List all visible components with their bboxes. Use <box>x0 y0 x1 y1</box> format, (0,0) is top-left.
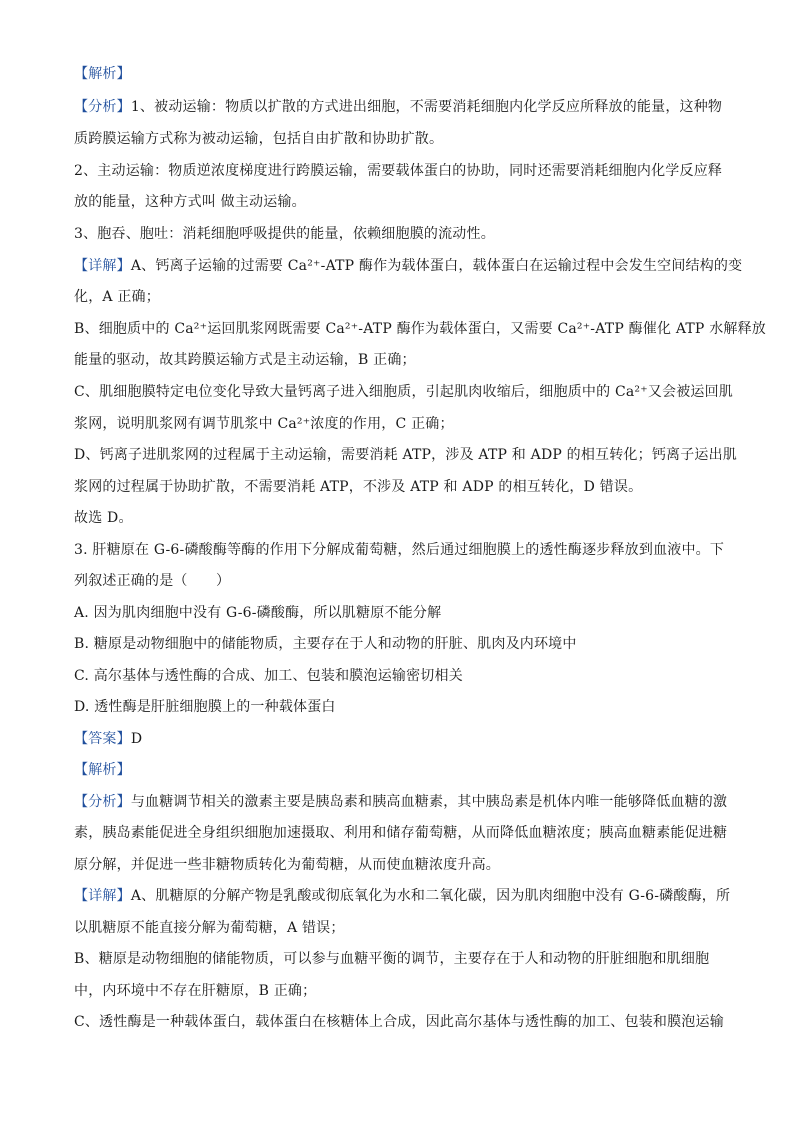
line-text: A. 因为肌肉细胞中没有 G-6-磷酸酶，所以肌糖原不能分解 <box>74 605 442 621</box>
text-line <box>74 792 728 812</box>
section-tag: 【分析】 <box>74 794 131 810</box>
line-text: 故选 D。 <box>74 510 133 526</box>
line-text: D <box>130 731 143 747</box>
text-line <box>74 414 720 434</box>
line-text: 中，内环境中不存在肝糖原，B 正确； <box>74 983 317 999</box>
text-line <box>74 855 720 875</box>
text-line <box>74 508 720 528</box>
text-line <box>74 949 720 969</box>
text-line <box>74 319 766 339</box>
option-d <box>74 697 720 717</box>
section-tag: 【分析】 <box>74 99 131 115</box>
line-text: 2、主动运输：物质逆浓度梯度进行跨膜运输，需要载体蛋白的协助，同时还需要消耗细胞内化学反应释 <box>74 163 723 179</box>
text-line <box>74 760 720 780</box>
text-line <box>74 918 720 938</box>
line-text: 列叙述正确的是（ ） <box>74 573 231 589</box>
line-text: 1、被动运输：物质以扩散的方式进出细胞，不需要消耗细胞内化学反应所释放的能量，这种物 <box>130 99 723 115</box>
answer-line <box>74 729 720 749</box>
line-text: B、糖原是动物细胞的储能物质，可以参与血糖平衡的调节，主要存在于人和动物的肝脏细胞和肌细胞 <box>74 951 710 967</box>
section-tag: 【详解】 <box>74 258 131 274</box>
text-line <box>74 1012 724 1032</box>
text-line <box>74 382 734 402</box>
line-text: C、肌细胞膜特定电位变化导致大量钙离子进入细胞质，引起肌肉收缩后，细胞质中的 Ca²⁺又会被运回肌 <box>74 384 734 400</box>
text-line <box>74 350 720 370</box>
line-text: D、钙离子进肌浆网的过程属于主动运输，需要消耗 ATP，涉及 ATP 和 ADP 的相互转化；钙离子运出肌 <box>74 447 738 463</box>
line-text: 浆网的过程属于协助扩散，不需要消耗 ATP，不涉及 ATP 和 ADP 的相互转化，D 错误。 <box>74 479 643 495</box>
text-line <box>74 97 723 117</box>
line-text: 素，胰岛素能促进全身组织细胞加速摄取、利用和储存葡萄糖，从而降低血糖浓度；胰高血糖素能促进糖 <box>74 825 728 841</box>
line-text: 与血糖调节相关的激素主要是胰岛素和胰高血糖素，其中胰岛素是机体内唯一能够降低血糖的激 <box>130 794 728 810</box>
line-text: 以肌糖原不能直接分解为葡萄糖，A 错误； <box>74 920 345 936</box>
text-line <box>74 256 743 276</box>
line-text: 放的能量，这种方式叫 做主动运输。 <box>74 194 306 210</box>
line-text: A、钙离子运输的过需要 Ca²⁺-ATP 酶作为载体蛋白，载体蛋白在运输过程中会发生空间结构的变 <box>130 258 743 274</box>
option-a <box>74 603 720 623</box>
option-b <box>74 634 720 654</box>
text-line <box>74 224 720 244</box>
section-tag: 【答案】 <box>74 731 131 747</box>
text-line <box>74 477 720 497</box>
question-text <box>74 571 720 591</box>
section-tag: 【详解】 <box>74 888 131 904</box>
text-line <box>74 161 723 181</box>
question-text <box>74 540 725 560</box>
line-text: 化，A 正确； <box>74 289 160 305</box>
text-line <box>74 129 720 149</box>
line-text: 原分解，并促进一些非糖物质转化为葡萄糖，从而使血糖浓度升高。 <box>74 857 500 873</box>
line-text: D. 透性酶是肝脏细胞膜上的一种载体蛋白 <box>74 699 336 715</box>
line-text: 质跨膜运输方式称为被动运输，包括自由扩散和协助扩散。 <box>74 131 444 147</box>
line-text: B、细胞质中的 Ca²⁺运回肌浆网既需要 Ca²⁺-ATP 酶作为载体蛋白，又需要 Ca²⁺-ATP 酶催化 ATP 水解释放 <box>74 321 766 337</box>
line-text: A、肌糖原的分解产物是乳酸或彻底氧化为水和二氧化碳，因为肌肉细胞中没有 G-6-磷酸酶，所 <box>130 888 731 904</box>
line-text: 3、胞吞、胞吐：消耗细胞呼吸提供的能量，依赖细胞膜的流动性。 <box>74 226 495 242</box>
line-text: 3. 肝糖原在 G-6-磷酸酶等酶的作用下分解成葡萄糖，然后通过细胞膜上的透性酶逐步释放到血液中。下 <box>74 542 725 558</box>
text-line <box>74 445 738 465</box>
text-line <box>74 981 720 1001</box>
section-tag: 【解析】 <box>74 762 131 778</box>
line-text: C. 高尔基体与透性酶的合成、加工、包装和膜泡运输密切相关 <box>74 668 463 684</box>
line-text: 能量的驱动，故其跨膜运输方式是主动运输，B 正确； <box>74 352 416 368</box>
text-line <box>74 287 720 307</box>
line-text: B. 糖原是动物细胞中的储能物质，主要存在于人和动物的肝脏、肌肉及内环境中 <box>74 636 577 652</box>
text-line <box>74 192 720 212</box>
line-text: C、透性酶是一种载体蛋白，载体蛋白在核糖体上合成，因此高尔基体与透性酶的加工、包装和膜泡运输 <box>74 1014 724 1030</box>
text-line <box>74 823 728 843</box>
option-c <box>74 666 720 686</box>
section-tag: 【解析】 <box>74 66 131 82</box>
text-line <box>74 886 731 906</box>
line-text: 浆网，说明肌浆网有调节肌浆中 Ca²⁺浓度的作用，C 正确； <box>74 416 454 432</box>
text-line <box>74 64 720 84</box>
